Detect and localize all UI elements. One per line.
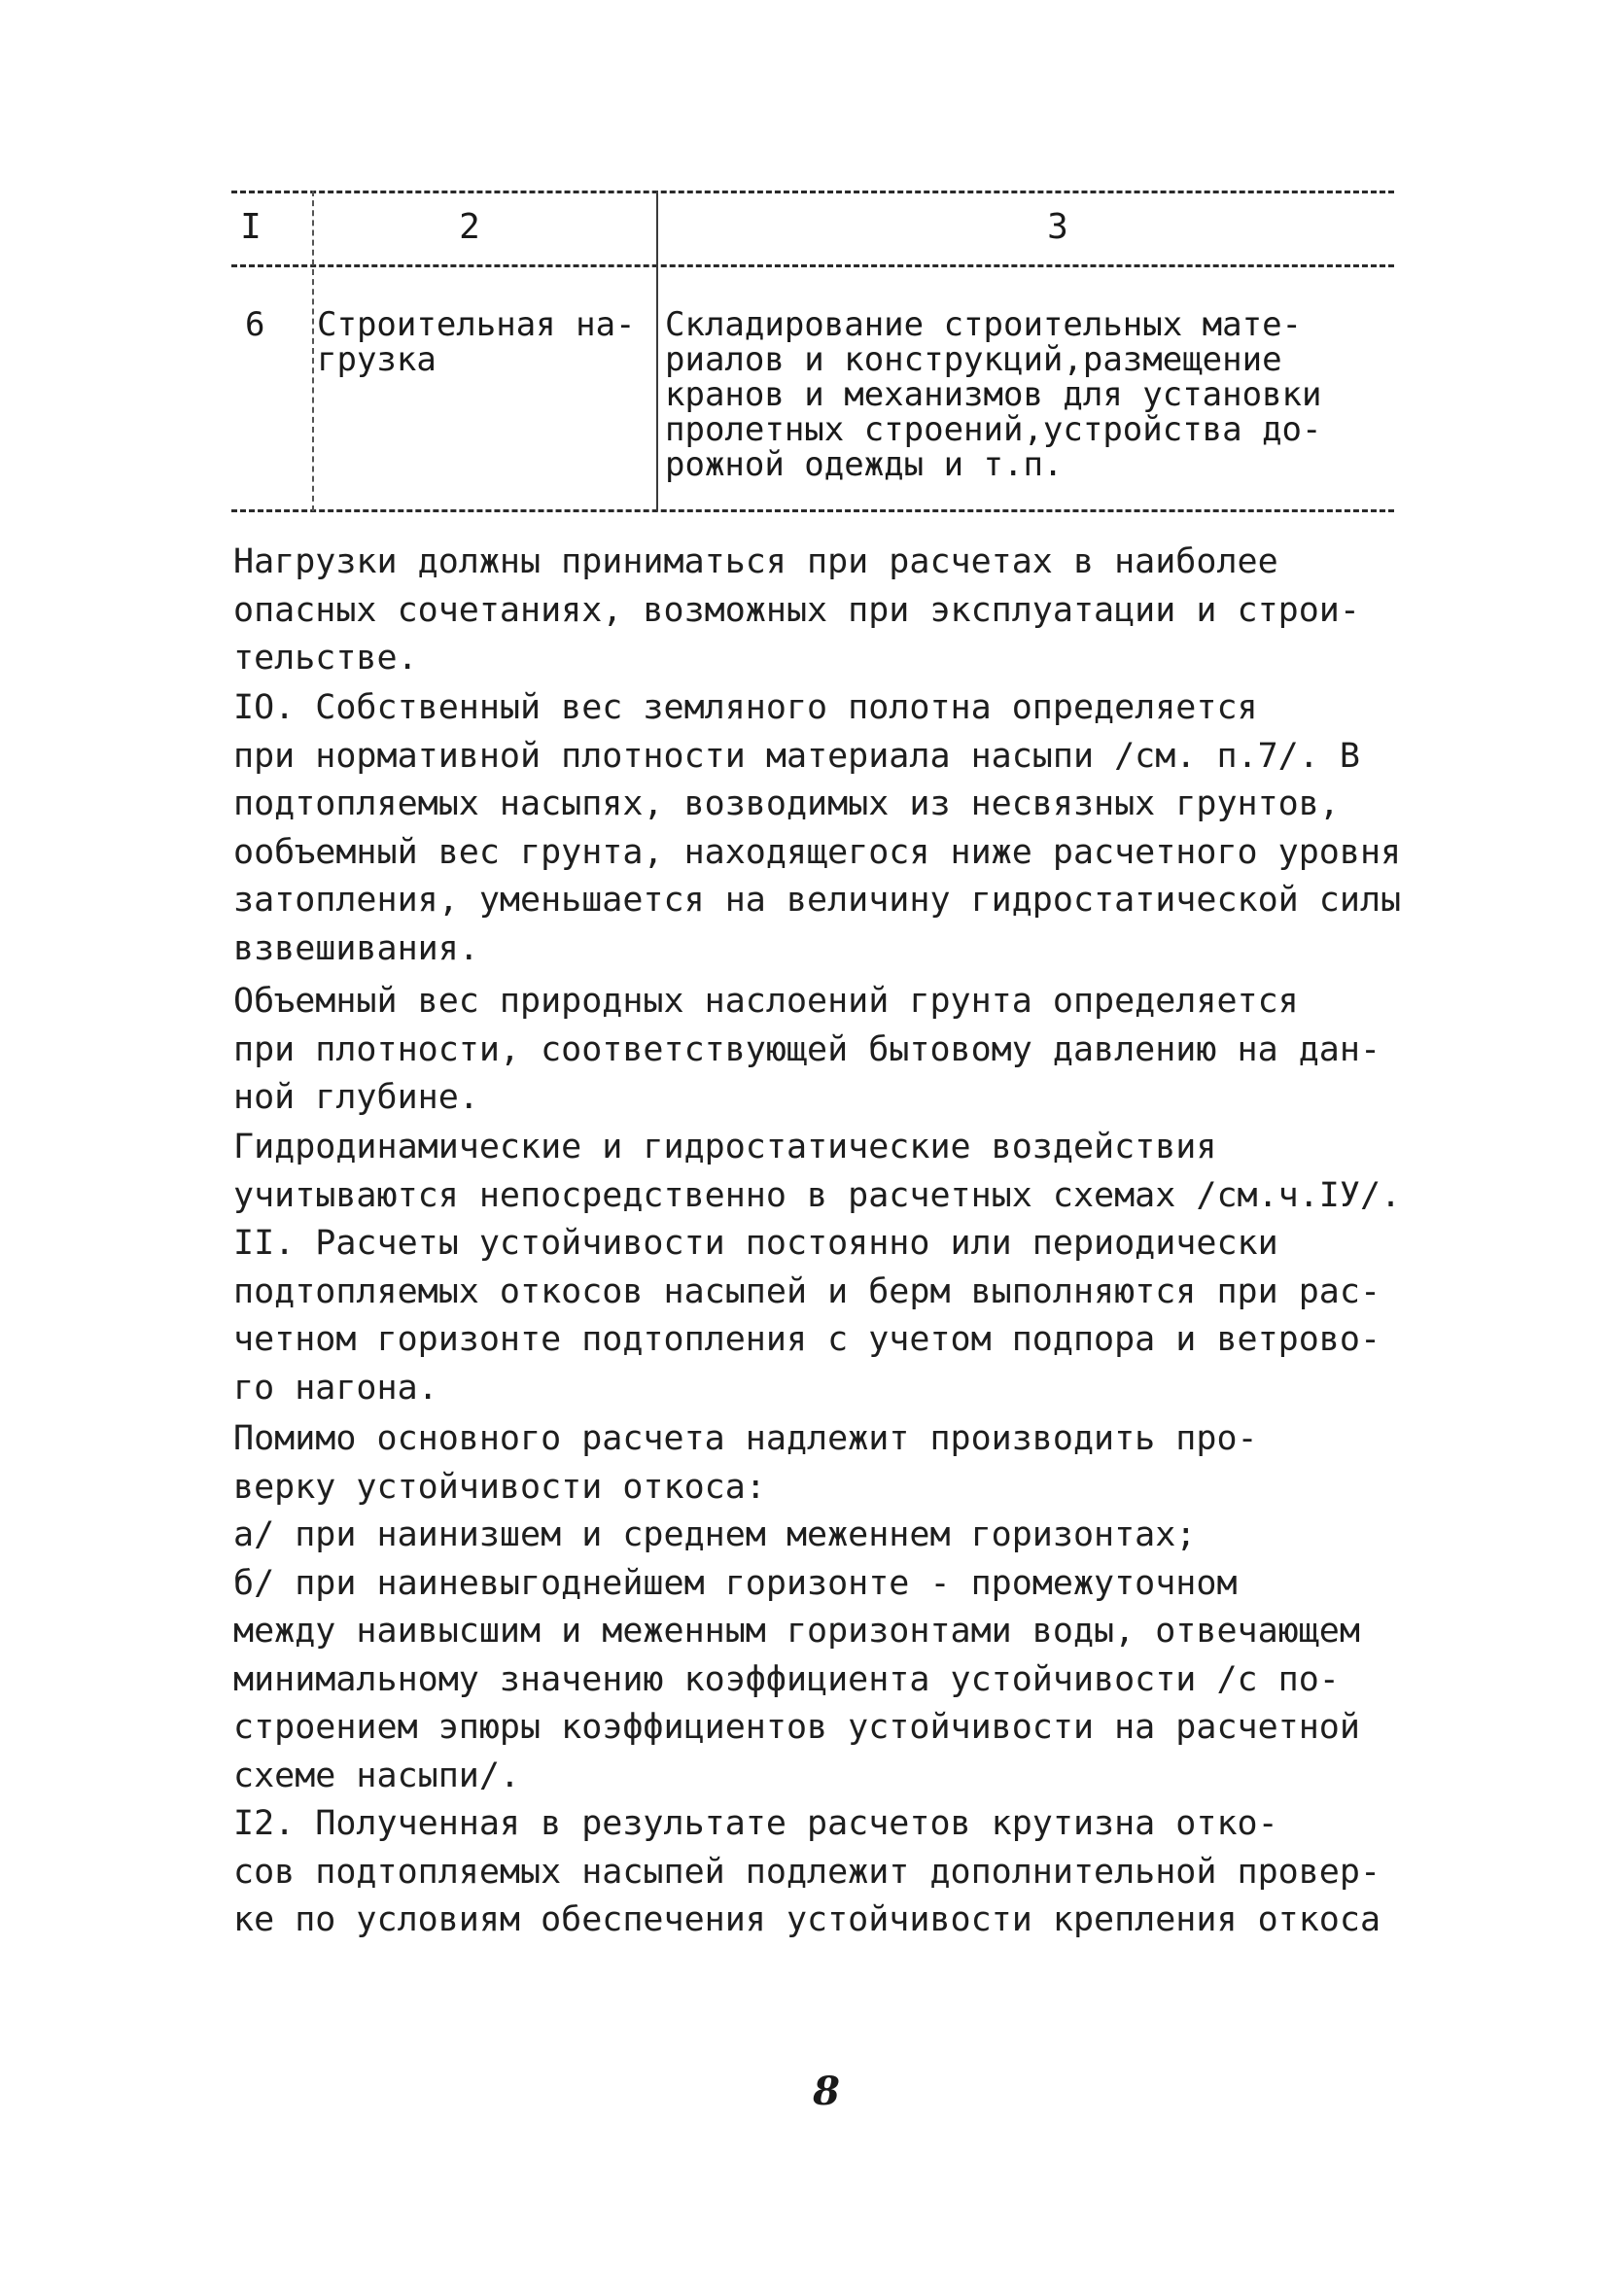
table-top-rule — [231, 191, 1394, 193]
paragraph-loads-combinations: Нагрузки должны приниматься при расчетах в наиболее опасных сочетаниях, возможных при эксплуатации и строи- тельстве. — [233, 542, 1360, 678]
table-row-load-name: Строительная на- грузка — [317, 305, 636, 379]
table-header-col-2: 2 — [459, 207, 480, 247]
paragraph-10-dead-weight: IO. Собственный вес земляного полотна определяется при нормативной плотности материала насыпи /см. п.7/. В подтопляемых насыпях, возводимых из несвязных грунтов, ообъемный вес грунта, находящегося ниже расчетного уровня затопления, уменьшается на величину гидростатической силы взвешивания. — [233, 688, 1402, 968]
table-row-number: 6 — [245, 305, 265, 344]
paragraph-slope-stability-check: Помимо основного расчета надлежит производить про- верку устойчивости откоса: а/ при наинизшем и среднем меженнем горизонтах; б/ при наиневыгоднейшем горизонте - промежуточном между наивысшим и меженным горизонтами воды, отвечающем минимальному значению коэффициента устойчивости /с по- строением эпюры коэффициентов устойчивости на расчетной схеме насыпи/. I2. Полученная в результате расчетов крутизна отко- сов подтопляемых насыпей подлежит дополнительной провер- ке по условиям обеспечения устойчивости крепления откоса — [233, 1419, 1381, 1939]
table-header-col-1: I — [240, 207, 262, 247]
page-number: 8 — [813, 2069, 840, 2114]
table-bottom-rule — [231, 509, 1394, 512]
table-header-col-3: 3 — [1047, 207, 1068, 247]
table-header-rule — [231, 264, 1394, 267]
table-column-divider-1 — [312, 191, 314, 511]
table-row-description: Складирование строительных мате- риалов и конструкций,размещение кранов и механизмов для установки пролетных строений,устройства до- рожной одежды и т.п. — [665, 305, 1322, 484]
paragraph-natural-layers-weight: Объемный вес природных наслоений грунта определяется при плотности, соответствующей бытовому давлению на дан- ной глубине. — [233, 982, 1381, 1117]
paragraph-11-stability-calculations: Гидродинамические и гидростатические воздействия учитываются непосредственно в расчетных схемах /см.ч.IУ/. II. Расчеты устойчивости постоянно или периодически подтопляемых откосов насыпей и берм выполняются при рас- четном горизонте подтопления с учетом подпора и ветрово- го нагона. — [233, 1128, 1402, 1408]
table-column-divider-2 — [656, 191, 658, 511]
load-table — [231, 191, 1394, 521]
